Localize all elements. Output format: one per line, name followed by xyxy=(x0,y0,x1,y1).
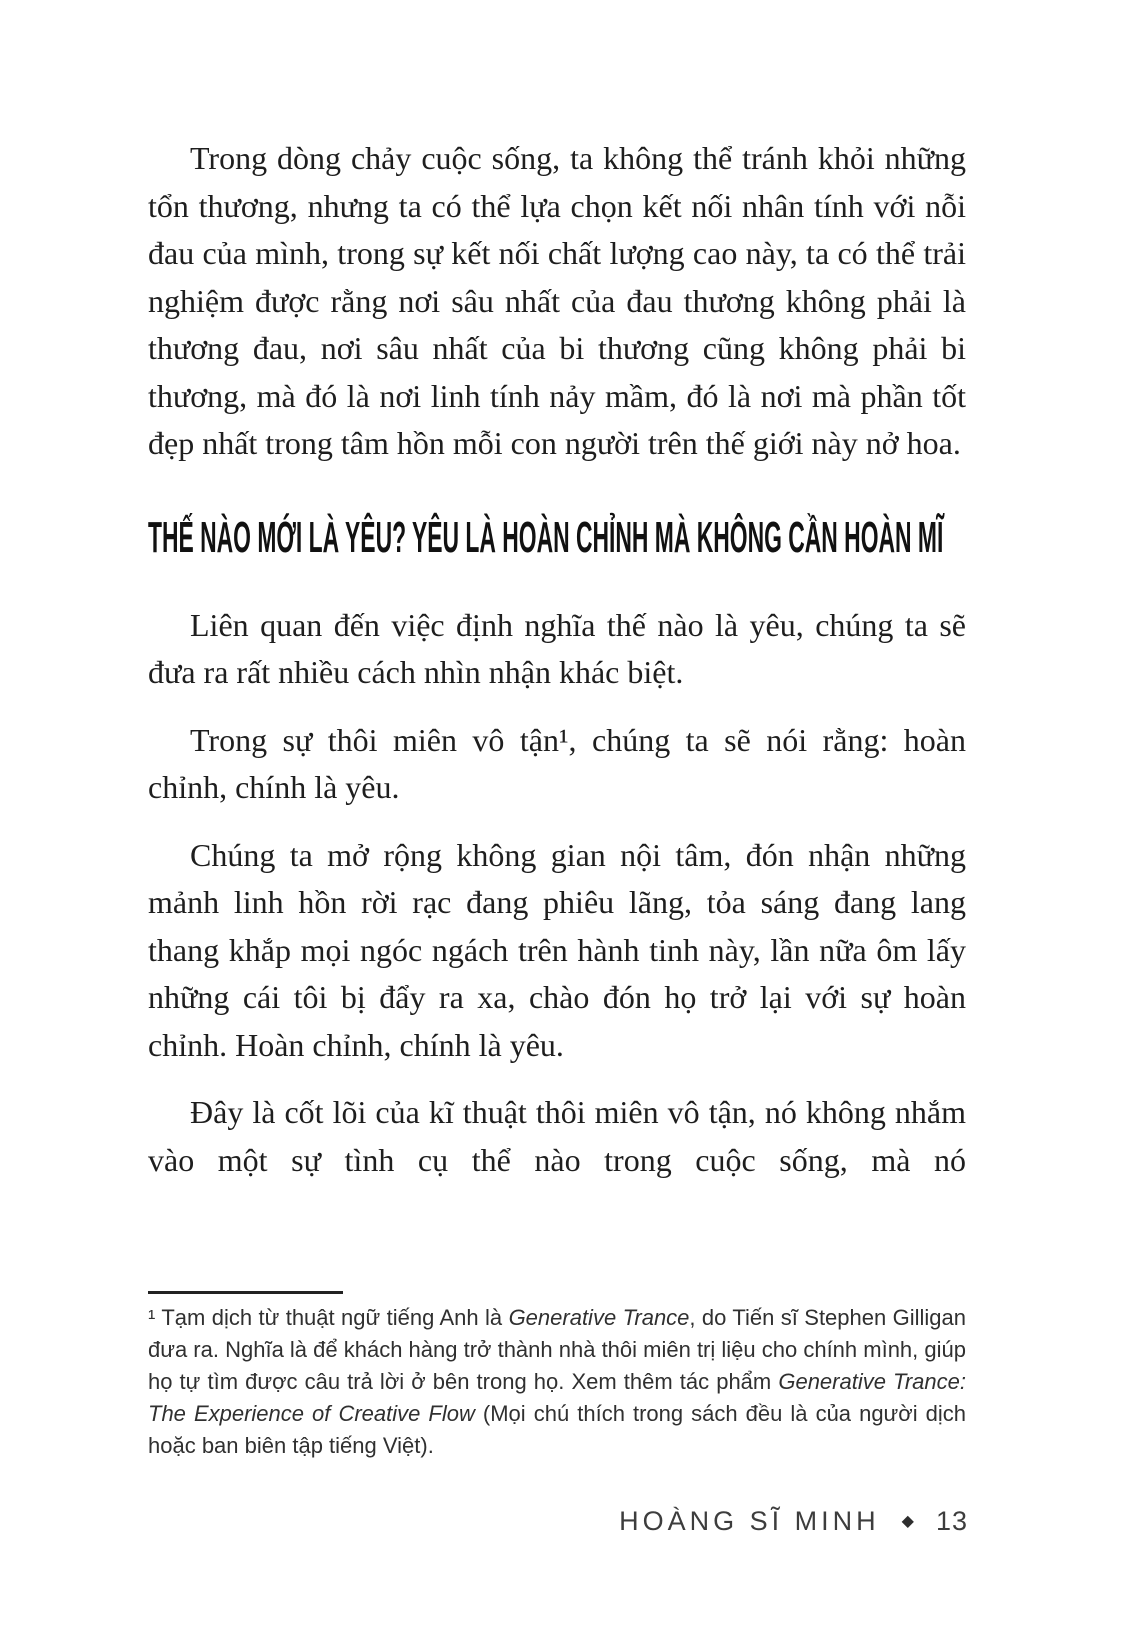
section-heading xyxy=(148,514,966,562)
paragraph-continues-next-page: Đây là cốt lõi của kĩ thuật thôi miên vô tận, nó không nhắm vào một sự tình cụ thể nào trong cuộc sống, mà nó xyxy=(148,1094,966,1178)
diamond-icon: ◆ xyxy=(901,1512,914,1530)
footnote-separator-rule xyxy=(148,1291,343,1294)
running-header-author: HOÀNG SĨ MINH xyxy=(619,1506,880,1536)
paragraph-intro: Trong dòng chảy cuộc sống, ta không thể tránh khỏi những tổn thương, nhưng ta có thể lựa chọn kết nối nhân tính với nỗi đau của mình, trong sự kết nối chất lượng cao này, ta có thể trải nghiệm được rằng nơi sâu nhất của đau thương không phải là thương đau, nơi sâu nhất của bi thương cũng không phải bi thương, mà đó là nơi linh tính nảy mầm, đó là nơi mà phần tốt đẹp nhất trong tâm hồn mỗi con người trên thế giới này nở hoa. xyxy=(148,140,966,461)
paragraph: Chúng ta mở rộng không gian nội tâm, đón nhận những mảnh linh hồn rời rạc đang phiêu lãng, tỏa sáng đang lang thang khắp mọi ngóc ngách trên hành tinh này, lần nữa ôm lấy những cái tôi bị đẩy ra xa, chào đón họ trở lại với sự hoàn chỉnh. Hoàn chỉnh, chính là yêu. xyxy=(148,836,966,1063)
paragraph: Liên quan đến việc định nghĩa thế nào là yêu, chúng ta sẽ đưa ra rất nhiều cách nhìn nhận khác biệt. xyxy=(148,606,966,690)
section-heading-text: THẾ NÀO MỚI LÀ YÊU? YÊU LÀ HOÀN CHỈNH MÀ KHÔNG CẦN HOÀN MĨ xyxy=(148,512,944,562)
page-number: 13 xyxy=(935,1506,968,1536)
paragraph-with-footnote-ref: Trong sự thôi miên vô tận¹, chúng ta sẽ nói rằng: hoàn chỉnh, chính là yêu. xyxy=(148,721,966,805)
page-body xyxy=(148,135,966,1204)
page-footer xyxy=(619,1506,968,1537)
footnote: ¹ Tạm dịch từ thuật ngữ tiếng Anh là Generative Trance, do Tiến sĩ Stephen Gilligan đưa ra. Nghĩa là để khách hàng trở thành nhà thôi miên trị liệu cho chính mình, giúp họ tự tìm được câu trả lời ở bên trong họ. Xem thêm tác phẩm Generative Trance: The Experience of Creative Flow (Mọi chú thích trong sách đều là của người dịch hoặc ban biên tập tiếng Việt). xyxy=(148,1305,966,1458)
